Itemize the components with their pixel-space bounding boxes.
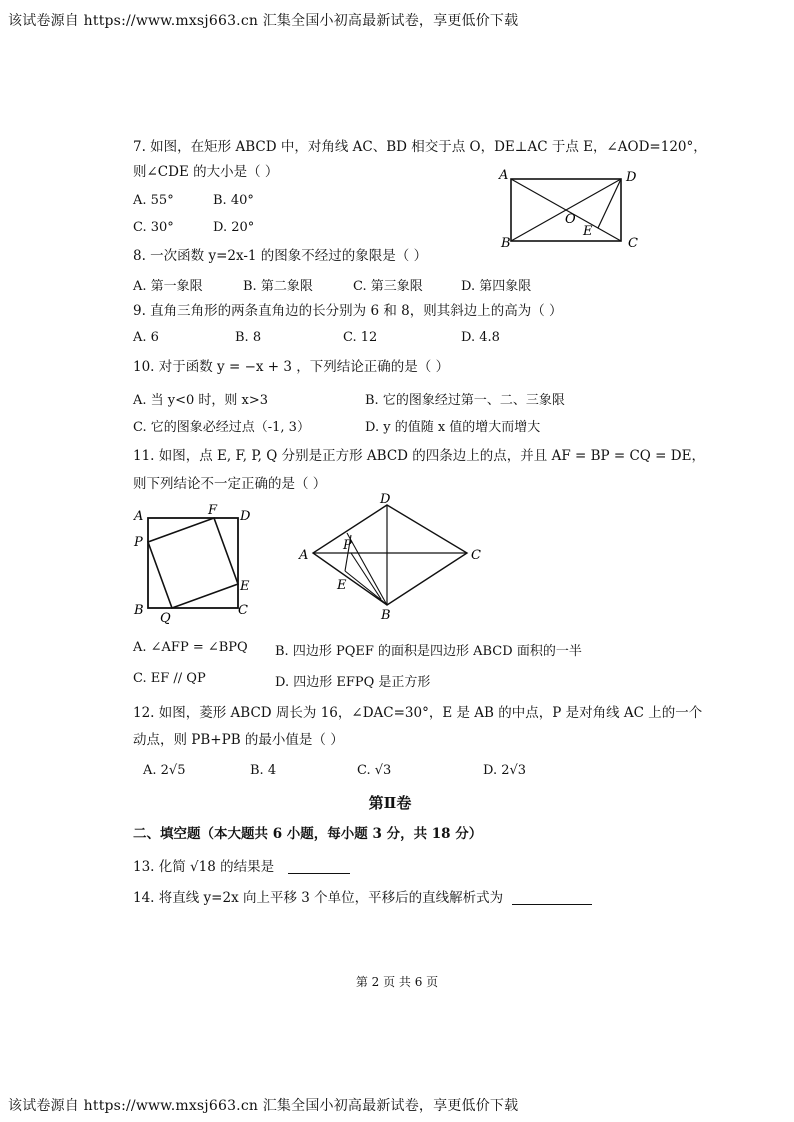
q13-answer-blank[interactable] [288, 873, 350, 874]
q7-fig-label-e: E [583, 224, 593, 239]
q7-line2: 则∠CDE 的大小是（ ） [133, 164, 279, 180]
section2-title: 第Ⅱ卷 [368, 794, 412, 812]
q11-fig1-label-a: A [134, 509, 144, 524]
q12-option-c: C. √3 [357, 763, 392, 778]
q9-text: 9. 直角三角形的两条直角边的长分别为 6 和 8，则其斜边上的高为（ ） [133, 303, 563, 319]
q11-fig2-label-b: B [381, 608, 391, 623]
q9-option-a: A. 6 [133, 330, 159, 345]
q11-fig1-label-d: D [240, 509, 251, 524]
q7-fig-label-c: C [628, 236, 638, 251]
q10-option-d: D. y 的值随 x 值的增大而增大 [365, 420, 541, 435]
q11-square-figure [130, 500, 260, 625]
page-number: 第 2 页 共 6 页 [355, 975, 439, 989]
q7-fig-label-b: B [501, 236, 511, 251]
q12-option-d: D. 2√3 [483, 763, 527, 778]
q8-option-a: A. 第一象限 [133, 279, 203, 294]
q12-option-a: A. 2√5 [143, 763, 186, 778]
q10-text: 10. 对于函数 y = −x + 3 ，下列结论正确的是（ ） [133, 359, 450, 375]
q11-fig1-label-e: E [240, 579, 250, 594]
q13-text: 13. 化简 √18 的结果是 [133, 859, 275, 875]
q11-rhombus-figure [295, 493, 495, 623]
q14-text: 14. 将直线 y=2x 向上平移 3 个单位，平移后的直线解析式为 [133, 890, 504, 906]
section2-heading: 二、填空题（本大题共 6 小题，每小题 3 分，共 18 分） [133, 826, 483, 842]
q7-rectangle-figure [495, 165, 655, 255]
q11-fig1-label-f: F [208, 503, 218, 518]
q11-fig2-label-c: C [471, 548, 481, 563]
q8-option-c: C. 第三象限 [353, 279, 423, 294]
q11-fig1-label-p: P [134, 535, 143, 550]
q7-line1: 7. 如图，在矩形 ABCD 中，对角线 AC、BD 相交于点 O，DE⊥AC 于点 E，∠AOD=120°， [133, 139, 707, 155]
q11-fig2-label-a: A [299, 548, 309, 563]
page-footer: 该试卷源自 https://www.mxsj663.cn 汇集全国小初高最新试卷，享更低价下载 [8, 1098, 519, 1114]
q9-option-d: D. 4.8 [461, 330, 500, 345]
q11-fig2-label-p: P [343, 538, 352, 553]
q8-option-d: D. 第四象限 [461, 279, 532, 294]
q11-fig1-label-b: B [134, 603, 144, 618]
q7-fig-label-o: O [565, 212, 576, 227]
q12-line1: 12. 如图，菱形 ABCD 周长为 16，∠DAC=30°，E 是 AB 的中点，P 是对角线 AC 上的一个 [133, 705, 703, 721]
q7-option-b: B. 40° [213, 193, 254, 208]
q14-answer-blank[interactable] [512, 904, 592, 905]
q11-line1: 11. 如图，点 E, F, P, Q 分别是正方形 ABCD 的四条边上的点，并且 AF = BP = CQ = DE， [133, 448, 705, 464]
q11-fig1-label-c: C [238, 603, 248, 618]
q9-option-c: C. 12 [343, 330, 378, 345]
q7-fig-label-a: A [499, 168, 509, 183]
q11-fig2-label-d: D [380, 493, 391, 507]
q11-line2: 则下列结论不一定正确的是（ ） [133, 476, 327, 492]
q10-option-c: C. 它的图象必经过点（-1, 3） [133, 420, 310, 435]
q8-option-b: B. 第二象限 [243, 279, 313, 294]
q7-option-d: D. 20° [213, 220, 255, 235]
q7-option-c: C. 30° [133, 220, 174, 235]
q11-fig1-label-q: Q [160, 611, 171, 625]
q11-option-b: B. 四边形 PQEF 的面积是四边形 ABCD 面积的一半 [275, 644, 582, 659]
q12-option-b: B. 4 [250, 763, 277, 778]
q8-text: 8. 一次函数 y=2x-1 的图象不经过的象限是（ ） [133, 248, 428, 264]
q12-line2: 动点，则 PB+PB 的最小值是（ ） [133, 732, 344, 748]
q11-option-d: D. 四边形 EFPQ 是正方形 [275, 675, 431, 690]
q10-option-b: B. 它的图象经过第一、二、三象限 [365, 393, 565, 408]
q11-fig2-label-e: E [337, 578, 347, 593]
q11-option-a: A. ∠AFP = ∠BPQ [133, 640, 248, 655]
q7-option-a: A. 55° [133, 193, 174, 208]
q11-option-c: C. EF // QP [133, 671, 206, 686]
q7-fig-label-d: D [626, 170, 637, 185]
q10-option-a: A. 当 y<0 时，则 x>3 [133, 393, 269, 408]
page-header: 该试卷源自 https://www.mxsj663.cn 汇集全国小初高最新试卷，享更低价下载 [8, 13, 519, 29]
q9-option-b: B. 8 [235, 330, 262, 345]
